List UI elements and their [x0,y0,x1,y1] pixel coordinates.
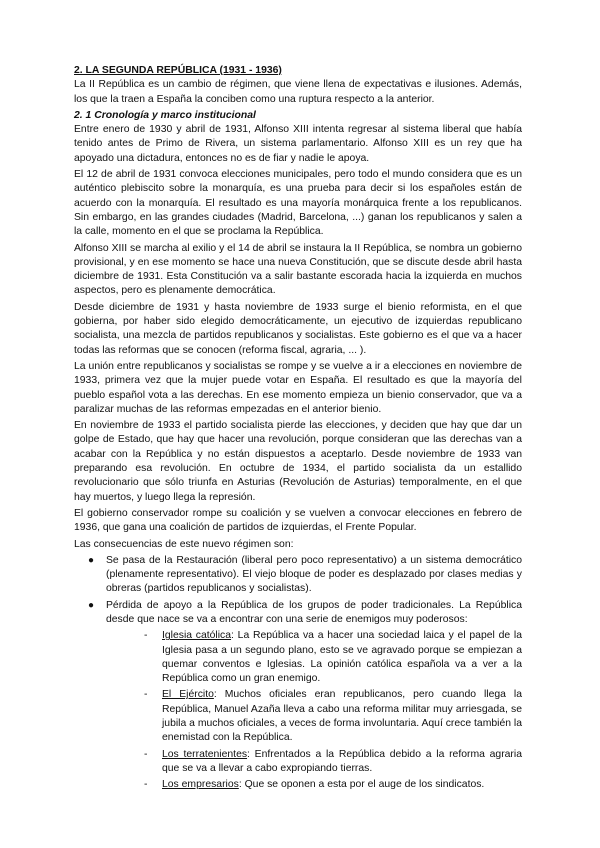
bullet-icon: ● [88,599,95,611]
enemy-label: El Ejército [162,689,214,701]
enemy-text: : La República va a hacer una sociedad laica y el papel de la Iglesia pasa a un segundo plano, esto se ve agravado porque se empiezan a quemar conventos e Iglesias. La opinión católica española va a ver a la República como un gran enemigo. [162,630,522,685]
enemy-label: Iglesia católica [162,630,232,642]
paragraph-5: La unión entre republicanos y socialistas se rompe y se vuelve a ir a elecciones en noviembre de 1933, primera vez que la mujer puede votar en España. El resultado es que la mayoría del pueblo español vota a las derechas. En ese momento empieza un bienio conservador, que va a paralizar muchas de las reformas empezadas en el anterior bienio. [74,360,522,415]
paragraph-3: Alfonso XIII se marcha al exilio y el 14 de abril se instaura la II República, se nombra un gobierno provisional, y en ese momento se hace una nueva Constitución, que se discute desde abril hasta diciembre de 1931. Esta Constitución va a salir bastante escorada hacia la izquierda en muchos aspectos, pero es plenamente democrática. [74,242,522,297]
section-title: 2. LA SEGUNDA REPÚBLICA (1931 - 1936) [74,65,282,76]
enemies-list [106,629,522,792]
dash-icon: - [144,779,148,791]
paragraph-7: El gobierno conservador rompe su coalición y se vuelven a convocar elecciones en febrero de 1936, que gana una coalición de partidos de izquierdas, el Frente Popular. [74,507,522,534]
paragraph-2: El 12 de abril de 1931 convoca elecciones municipales, pero todo el mundo considera que es un auténtico plebiscito sobre la monarquía, es una prueba para decir si los españoles están de acuerdo con la monarquía. El resultado es una mayoría monárquica frente a los republicanos. Sin embargo, en las grandes ciudades (Madrid, Barcelona, ...) ganan los republicanos y salen a la calle, momento en el que se proclama la República. [74,169,522,238]
list-item-text: Se pasa de la Restauración (liberal pero poco representativo) a un sistema democrático (plenamente representativo). El viejo bloque de poder es desplazado por clases medias y obreras (partidos republicanos y socialistas). [106,554,522,595]
consequences-list [74,554,522,793]
paragraph-6: En noviembre de 1933 el partido socialista pierde las elecciones, y deciden que hay que dar un golpe de Estado, que hay que hacer una revolución, porque consideran que las derechas van a acabar con la República y no están dispuestos a aceptarlo. Desde noviembre de 1933 van preparando esa revolución. En octubre de 1934, el partido socialista da un estallido revolucionario que sólo triunfa en Asturias (Revolución de Asturias) temporalmente, en el que hay muertos, y luego llega la represión. [74,420,522,503]
enemy-label: Los terratenientes [162,748,248,760]
list-item [88,554,522,597]
enemy-text: : Enfrentados a la República debido a la reforma agraria que se va a llevar a cabo expropiando tierras. [162,748,522,774]
paragraph-1: Entre enero de 1930 y abril de 1931, Alfonso XIII intenta regresar al sistema liberal que había tenido antes de Primo de Rivera, un sistema parlamentario. Alfonso XIII es un rey que ha apoyado una dictadura, entonces no es de fiar y nadie le apoya. [74,124,522,164]
sub-list-item [144,748,522,777]
enemy-text: : Que se oponen a esta por el auge de los sindicatos. [238,779,485,791]
dash-icon: - [144,748,148,760]
bullet-icon: ● [88,554,95,566]
intro-paragraph: La II República es un cambio de régimen, que viene llena de expectativas e ilusiones. Además, los que la traen a España la conciben como una ruptura respecto a la anterior. [74,79,522,105]
subsection-title: 2. 1 Cronología y marco institucional [74,109,256,121]
enemy-text: : Muchos oficiales eran republicanos, pero cuando llega la República, Manuel Azaña lleva a cabo una reforma militar muy arriesgada, se jubila a muchos oficiales, a veces de forma involuntaria. Aquí crece también la enemistad con la República. [162,689,523,744]
dash-icon: - [144,630,148,642]
sub-list-item [144,778,522,792]
list-item [88,599,522,793]
sub-list-item [144,688,522,745]
paragraph-4: Desde diciembre de 1931 y hasta noviembre de 1933 surge el bienio reformista, en el que gobierna, por haber sido elegido democráticamente, un ejecutivo de izquierdas republicano socialista, una mezcla de partidos republicanos y socialistas. Este gobierno es el que va a hacer todas las reformas que se conocen (reforma fiscal, agraria, ... ). [74,301,522,356]
sub-list-item [144,629,522,686]
list-item-text: Pérdida de apoyo a la República de los grupos de poder tradicionales. La República desde que nace se va a encontrar con una serie de enemigos muy poderosos: [106,599,522,625]
enemy-label: Los empresarios [162,779,239,791]
dash-icon: - [144,689,148,701]
paragraph-8: Las consecuencias de este nuevo régimen son: [74,538,294,550]
